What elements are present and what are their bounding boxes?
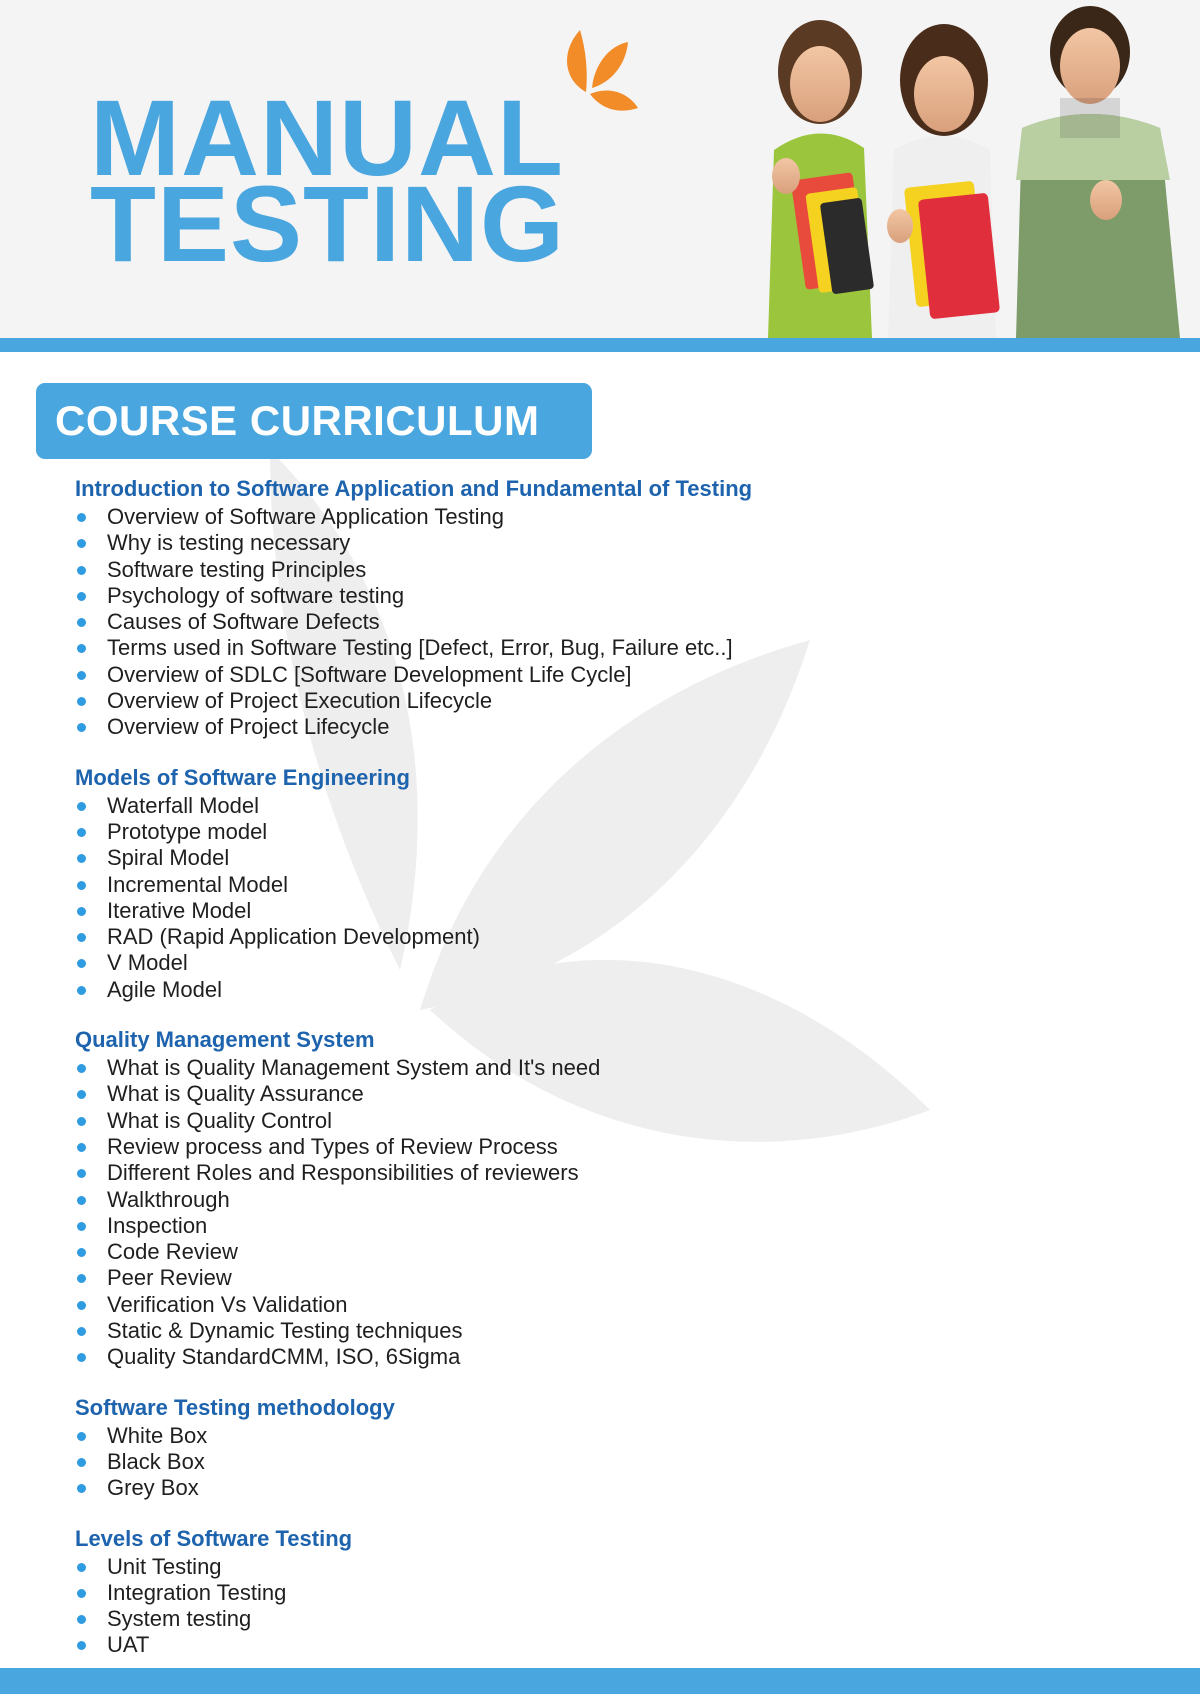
list-item-text: Different Roles and Responsibilities of reviewers (107, 1160, 579, 1186)
bullet-icon (77, 1432, 86, 1441)
list-item (75, 898, 1155, 924)
list-item-text: Overview of Project Lifecycle (107, 714, 390, 740)
bullet-icon (77, 539, 86, 548)
list-item-text: Psychology of software testing (107, 582, 405, 608)
list-item (75, 1239, 1155, 1265)
list-item-text: What is Quality Management System and It's need (107, 1055, 601, 1081)
list-item-text: Prototype model (107, 818, 268, 844)
list-item-text: UAT (107, 1632, 150, 1658)
bullet-icon (77, 986, 86, 995)
list-item-text: Causes of Software Defects (107, 609, 380, 635)
list-item (75, 714, 1155, 740)
bullet-icon (77, 1117, 86, 1126)
bullet-icon (77, 1641, 86, 1650)
list-item (75, 1475, 1155, 1501)
section-models (75, 763, 1155, 1003)
list-item (75, 635, 1155, 661)
bullet-icon (77, 644, 86, 653)
section-list (75, 793, 1155, 1003)
section-title: Software Testing methodology (75, 1394, 395, 1420)
header-banner (0, 0, 1200, 338)
bullet-icon (77, 802, 86, 811)
list-item-text: What is Quality Control (107, 1107, 332, 1133)
list-item (75, 1265, 1155, 1291)
bullet-icon (77, 1274, 86, 1283)
section-title: Models of Software Engineering (75, 764, 410, 790)
bullet-icon (77, 1248, 86, 1257)
bullet-icon (77, 592, 86, 601)
bullet-icon (77, 1615, 86, 1624)
footer-band (0, 1668, 1200, 1694)
list-item (75, 950, 1155, 976)
list-item-text: Static & Dynamic Testing techniques (107, 1318, 463, 1344)
list-item-text: White Box (107, 1422, 208, 1448)
bullet-icon (77, 933, 86, 942)
section-testing-levels (75, 1524, 1155, 1659)
section-list (75, 1554, 1155, 1659)
course-curriculum-badge (36, 383, 592, 459)
bullet-icon (77, 854, 86, 863)
list-item (75, 688, 1155, 714)
bullet-icon (77, 671, 86, 680)
list-item (75, 1292, 1155, 1318)
list-item-text: Inspection (107, 1212, 208, 1238)
bullet-icon (77, 1484, 86, 1493)
list-item-text: Spiral Model (107, 845, 230, 871)
list-item (75, 924, 1155, 950)
list-item (75, 1213, 1155, 1239)
section-title: Levels of Software Testing (75, 1525, 353, 1551)
list-item (75, 1318, 1155, 1344)
list-item (75, 845, 1155, 871)
list-item (75, 583, 1155, 609)
section-title: Introduction to Software Application and Fundamental of Testing (75, 476, 753, 501)
section-quality-management (75, 1025, 1155, 1371)
bullet-icon (77, 723, 86, 732)
bullet-icon (77, 618, 86, 627)
bullet-icon (77, 1563, 86, 1572)
header-divider-band (0, 338, 1200, 352)
bullet-icon (77, 828, 86, 837)
title-line-2: TESTING (90, 163, 566, 284)
list-item-text: Iterative Model (107, 897, 252, 923)
section-introduction (75, 474, 1155, 741)
butterfly-logo-icon (550, 22, 640, 122)
list-item-text: Overview of Software Application Testing (107, 504, 505, 529)
list-item-text: Grey Box (107, 1475, 199, 1501)
list-item-text: Quality StandardCMM, ISO, 6Sigma (107, 1344, 461, 1370)
bullet-icon (77, 1458, 86, 1467)
list-item (75, 1134, 1155, 1160)
list-item (75, 1632, 1155, 1658)
list-item-text: Code Review (107, 1239, 238, 1265)
list-item-text: Review process and Types of Review Process (107, 1133, 558, 1159)
bullet-icon (77, 697, 86, 706)
list-item (75, 1108, 1155, 1134)
list-item (75, 557, 1155, 583)
list-item (75, 1081, 1155, 1107)
list-item (75, 819, 1155, 845)
list-item-text: System testing (107, 1606, 252, 1632)
list-item-text: RAD (Rapid Application Development) (107, 924, 480, 950)
list-item-text: Overview of SDLC [Software Development Life Cycle] (107, 661, 632, 687)
students-photo-image (760, 0, 1200, 338)
list-item-text: V Model (107, 950, 188, 976)
section-testing-methodology (75, 1393, 1155, 1502)
bullet-icon (77, 566, 86, 575)
list-item (75, 1187, 1155, 1213)
list-item-text: Black Box (107, 1448, 205, 1474)
list-item-text: What is Quality Assurance (107, 1081, 364, 1107)
list-item (75, 1160, 1155, 1186)
list-item (75, 1055, 1155, 1081)
list-item-text: Walkthrough (107, 1186, 230, 1212)
list-item (75, 530, 1155, 556)
bullet-icon (77, 1589, 86, 1598)
list-item (75, 1423, 1155, 1449)
list-item-text: Unit Testing (107, 1553, 222, 1579)
list-item-text: Peer Review (107, 1265, 232, 1291)
bullet-icon (77, 1064, 86, 1073)
list-item-text: Why is testing necessary (107, 530, 351, 556)
bullet-icon (77, 1169, 86, 1178)
list-item-text: Verification Vs Validation (107, 1291, 348, 1317)
bullet-icon (77, 959, 86, 968)
bullet-icon (77, 1090, 86, 1099)
list-item (75, 1554, 1155, 1580)
section-list (75, 1423, 1155, 1502)
bullet-icon (77, 1301, 86, 1310)
list-item (75, 1580, 1155, 1606)
list-item (75, 793, 1155, 819)
list-item-text: Waterfall Model (107, 792, 260, 818)
list-item-text: Integration Testing (107, 1579, 287, 1605)
bullet-icon (77, 881, 86, 890)
title-line-1: MANUAL (90, 77, 564, 198)
list-item-text: Incremental Model (107, 871, 288, 897)
list-item (75, 662, 1155, 688)
list-item (75, 609, 1155, 635)
bullet-icon (77, 907, 86, 916)
list-item (75, 977, 1155, 1003)
list-item (75, 504, 1155, 530)
list-item-text: Terms used in Software Testing [Defect, Error, Bug, Failure etc..] (107, 635, 733, 661)
bullet-icon (77, 1327, 86, 1336)
list-item (75, 1449, 1155, 1475)
list-item (75, 872, 1155, 898)
list-item-text: Overview of Project Execution Lifecycle (107, 688, 493, 714)
section-list (75, 504, 1155, 741)
list-item-text: Agile Model (107, 976, 222, 1002)
list-item (75, 1606, 1155, 1632)
section-title: Quality Management System (75, 1027, 375, 1053)
bullet-icon (77, 513, 86, 522)
curriculum-content (75, 474, 1155, 1681)
bullet-icon (77, 1196, 86, 1205)
course-curriculum-heading: COURSE CURRICULUM (55, 397, 540, 444)
bullet-icon (77, 1353, 86, 1362)
bullet-icon (77, 1143, 86, 1152)
list-item (75, 1344, 1155, 1370)
section-list (75, 1055, 1155, 1371)
bullet-icon (77, 1222, 86, 1231)
list-item-text: Software testing Principles (107, 556, 367, 582)
